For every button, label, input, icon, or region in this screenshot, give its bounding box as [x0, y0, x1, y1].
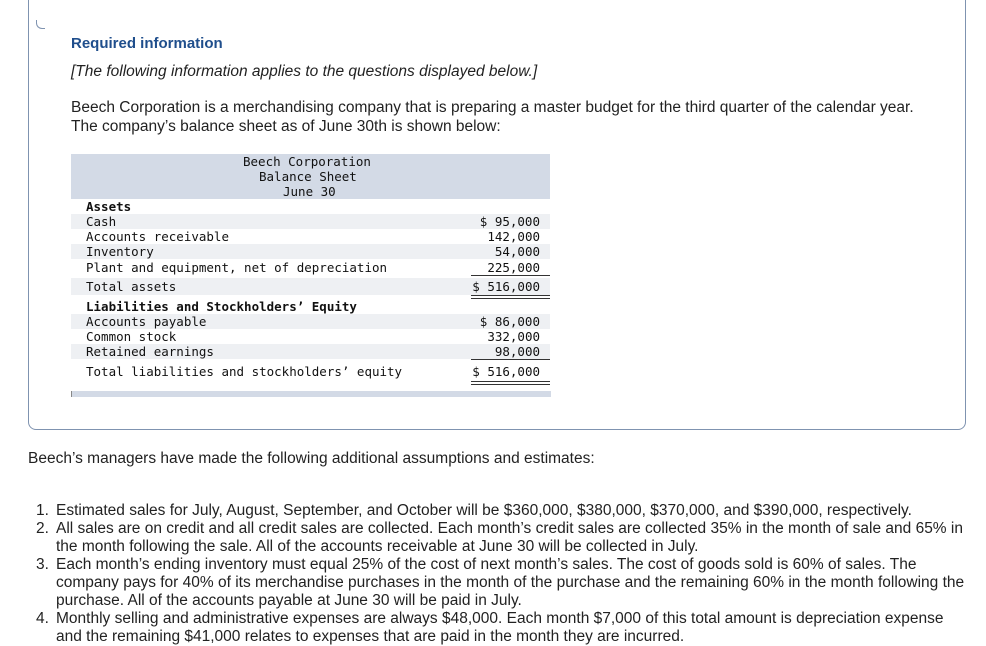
company-name: Beech Corporation: [243, 154, 371, 169]
row-amount: 98,000: [494, 344, 540, 359]
table-row: [71, 329, 550, 344]
subtotal-underline: [471, 359, 550, 360]
table-row: [71, 214, 550, 229]
statement-date: June 30: [283, 184, 336, 199]
assumptions-list: [28, 502, 968, 646]
row-label: Accounts receivable: [86, 229, 229, 244]
item-number: 4.: [36, 610, 49, 627]
row-amount: $ 86,000: [479, 314, 540, 329]
row-label: Common stock: [86, 329, 177, 344]
list-item: [28, 556, 968, 610]
row-label: Plant and equipment, net of depreciation: [86, 260, 388, 275]
row-label: Retained earnings: [86, 344, 214, 359]
assets-header: Assets: [86, 199, 132, 214]
assumptions-intro: Beech’s managers have made the following additional assumptions and estimates:: [28, 450, 595, 467]
liabilities-header: Liabilities and Stockholders’ Equity: [86, 299, 357, 314]
card-corner-mark: [36, 20, 45, 29]
subtotal-underline: [471, 275, 550, 276]
row-label: Inventory: [86, 244, 154, 259]
required-info-title: Required information: [71, 35, 223, 52]
table-row: [71, 344, 550, 359]
item-number: 1.: [36, 502, 49, 519]
row-amount: $ 516,000: [472, 364, 540, 379]
statement-name: Balance Sheet: [259, 169, 357, 184]
intro-paragraph: Beech Corporation is a merchandising company that is preparing a master budget for the third quarter of the calendar year. The company’s balance sheet as of June 30th is shown below:: [71, 99, 914, 135]
row-amount: 54,000: [494, 244, 540, 259]
table-row: [71, 260, 550, 275]
list-item: [28, 520, 968, 556]
row-amount: $ 95,000: [479, 214, 540, 229]
row-label: Cash: [86, 214, 117, 229]
table-row: [71, 244, 550, 259]
row-amount: $ 516,000: [472, 279, 540, 294]
row-amount: 142,000: [487, 229, 540, 244]
item-text: All sales are on credit and all credit sales are collected. Each month’s credit sales are collected 35% in the month of sale and 65% in the month following the sale. All of the accounts receivable at June 30 will be collected in July.: [56, 520, 963, 555]
row-label: Accounts payable: [86, 314, 207, 329]
table-row: [71, 314, 550, 329]
item-number: 3.: [36, 556, 49, 573]
item-text: Estimated sales for July, August, September, and October will be $360,000, $380,000, $370,000, and $390,000, respectively.: [56, 502, 912, 519]
row-label: Total liabilities and stockholders’ equity: [86, 364, 403, 379]
item-text: Each month’s ending inventory must equal 25% of the cost of next month’s sales. The cost of goods sold is 60% of sales. The company pays for 40% of its merchandise purchases in the month of the purchase and the remaining 60% in the month following the purchase. All of the accounts payable at June 30 will be paid in July.: [56, 556, 965, 609]
assets-header-row: [71, 199, 550, 214]
list-item: [28, 610, 968, 646]
row-amount: 332,000: [487, 329, 540, 344]
total-assets-row: [71, 278, 550, 295]
total-liabilities-row: [71, 363, 550, 380]
row-amount: 225,000: [487, 260, 540, 275]
table-row: [71, 229, 550, 244]
table-footer-bar: [71, 391, 551, 397]
balance-sheet-table: [71, 154, 550, 398]
balance-sheet-header: [71, 154, 550, 199]
liabilities-header-row: [71, 299, 550, 314]
total-double-underline: [471, 381, 550, 385]
row-label: Total assets: [86, 279, 177, 294]
item-text: Monthly selling and administrative expenses are always $48,000. Each month $7,000 of this total amount is depreciation expense and the remaining $41,000 relates to expenses that are paid in the month they are incurred.: [56, 610, 944, 645]
applies-note: [The following information applies to the questions displayed below.]: [71, 63, 538, 80]
item-number: 2.: [36, 520, 49, 537]
list-item: [28, 502, 968, 520]
